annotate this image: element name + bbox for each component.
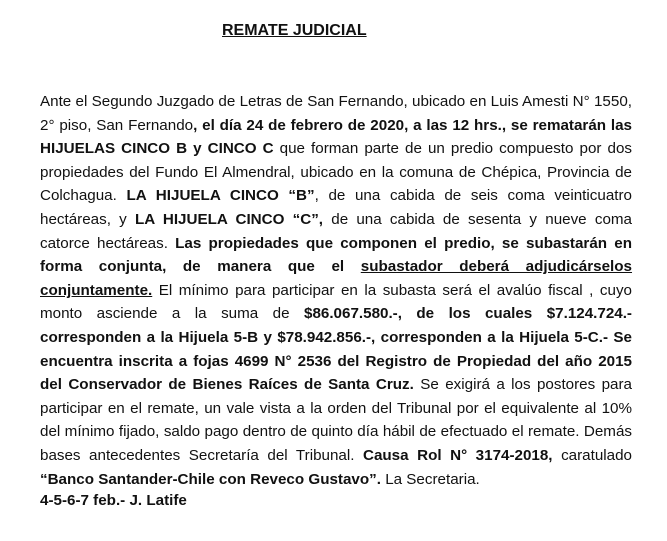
amounts-and-registry: $86.067.580.-, de los cuales $7.124.724.- corresponden a la Hijuela 5-B y $78.942.856.-, corresponden a la Hijuela 5-C.- Se encuentra inscrita a fojas 4699 N° 2536 del Registro de Propiedad del año 2015 del Conservador de Bienes Raíces de Santa Cruz. bbox=[40, 305, 632, 394]
joint-adjudication-clause: subastador deberá adjudicárselos conjuntamente. bbox=[40, 258, 633, 299]
bidder-requirements: Se exigirá a los postores para participar en el remate, un vale vista a la orden del Tribunal por el equivalente al 10% del mínimo fijado, saldo pago dentro de quinto día hábil de efectuado el remate. Demás bases antecedentes Secretaría del Tribunal. bbox=[40, 376, 632, 464]
publication-dates: 4-5-6-7 feb.- J. Latife bbox=[40, 492, 187, 509]
case-caption: “Banco Santander-Chile con Reveco Gustavo”. bbox=[40, 470, 381, 488]
hijuela-c-label: LA HIJUELA CINCO “C”, bbox=[134, 210, 324, 228]
case-caption-label: caratulado bbox=[552, 446, 632, 464]
case-number: Causa Rol N° 3174-2018, bbox=[362, 446, 553, 464]
hijuela-c-area: de una cabida de sesenta y nueve coma catorce hectáreas. bbox=[40, 210, 632, 252]
auction-date: , el día 24 de febrero de 2020, a las 12 hrs., se rematarán las HIJUELAS CINCO B y CINCO C bbox=[40, 116, 632, 158]
hijuela-b-area: , de una cabida de seis coma veinticuatro hectáreas, y bbox=[40, 187, 632, 228]
secretary-signoff: La Secretaria. bbox=[380, 470, 480, 488]
joint-auction-clause: Las propiedades que componen el predio, se subastarán en forma conjunta, de manera que el bbox=[40, 234, 632, 276]
hijuela-b-label: LA HIJUELA CINCO “B” bbox=[126, 187, 315, 205]
notice-title: REMATE JUDICIAL bbox=[222, 22, 367, 39]
court-intro: Ante el Segundo Juzgado de Letras de San Fernando, ubicado en Luis Amesti N° 1550, 2° piso, San Fernando bbox=[40, 93, 632, 134]
property-description: que forman parte de un predio compuesto por dos propiedades del Fundo El Almendral, ubicado en la comuna de Chépica, Provincia de Colchagua. bbox=[40, 140, 632, 205]
notice-body bbox=[40, 90, 632, 491]
minimum-bid-intro: El mínimo para participar en la subasta será el avalúo fiscal , cuyo monto asciende a la suma de bbox=[40, 281, 632, 323]
